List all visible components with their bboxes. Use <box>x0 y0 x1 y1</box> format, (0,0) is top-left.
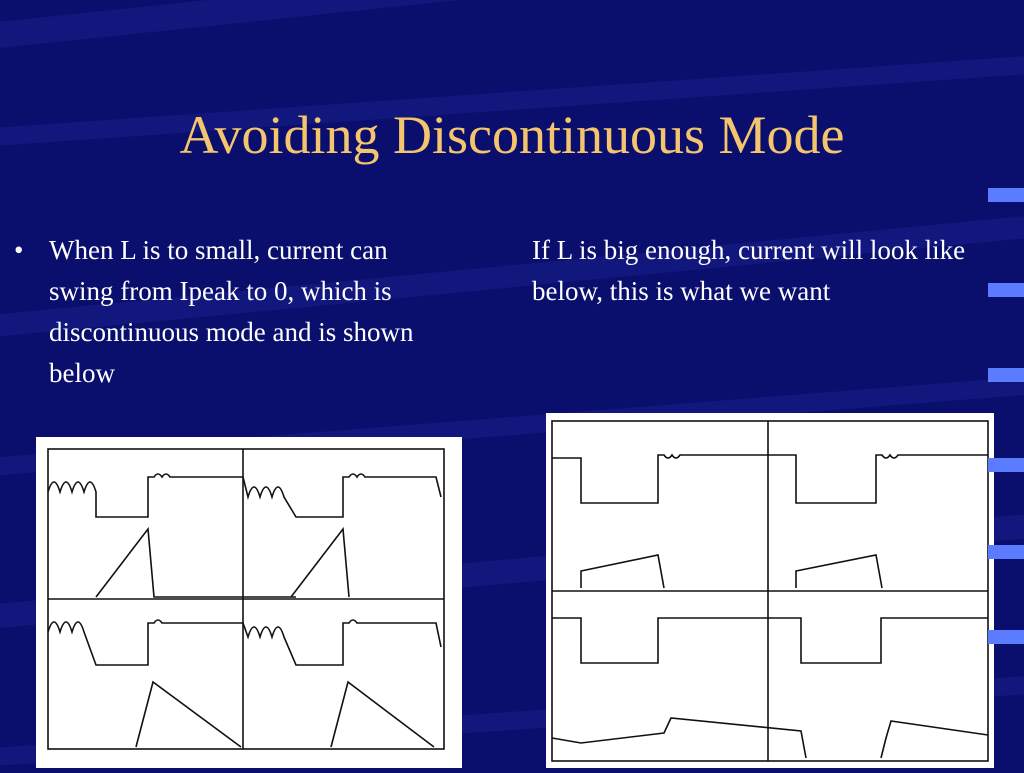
right-paragraph: If L is big enough, current will look like below, this is what we want <box>532 235 966 306</box>
slide-title: Avoiding Discontinuous Mode <box>179 105 845 165</box>
decorative-tab-5 <box>988 545 1024 559</box>
left-bullet-point <box>14 230 434 394</box>
bullet-marker: • <box>14 235 24 265</box>
decorative-tab-4 <box>988 458 1024 472</box>
decorative-tab-6 <box>988 630 1024 644</box>
continuous-mode-waveform-image <box>546 413 994 768</box>
decorative-tab-2 <box>988 283 1024 297</box>
decorative-tab-1 <box>988 188 1024 202</box>
discontinuous-mode-waveform-image <box>36 437 462 768</box>
left-bullet-text: When L is to small, current can swing from Ipeak to 0, which is discontinuous mode and is shown below <box>49 235 414 388</box>
decorative-tab-3 <box>988 368 1024 382</box>
